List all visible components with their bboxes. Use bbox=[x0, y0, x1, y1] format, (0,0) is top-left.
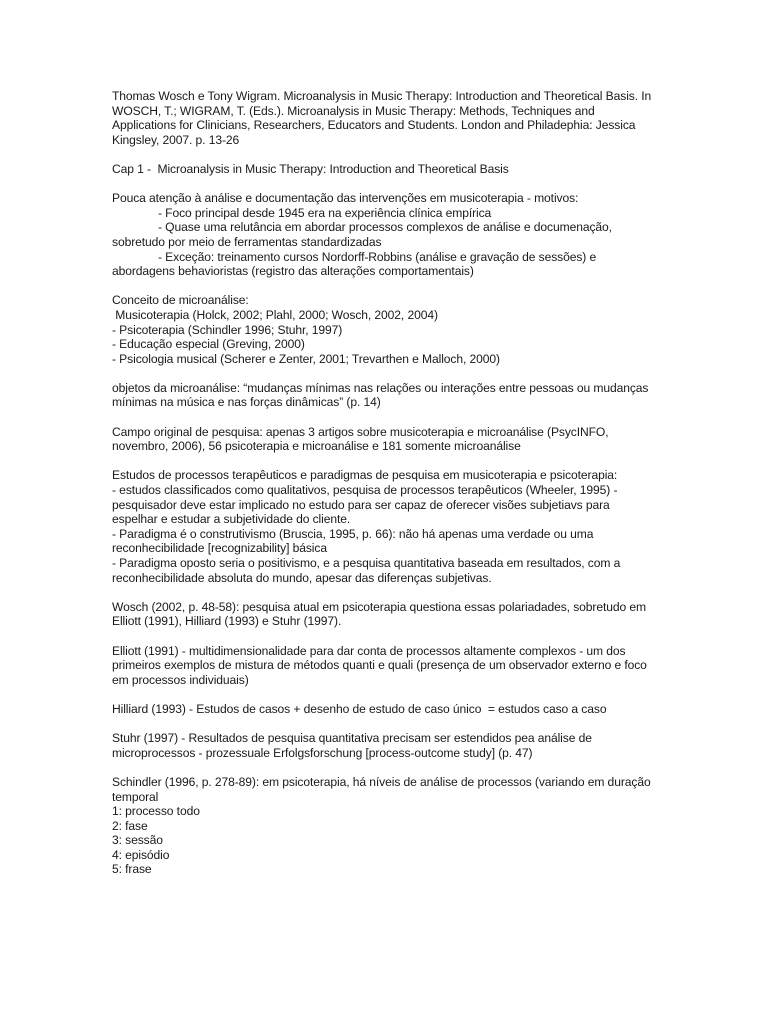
paragraph-motives bbox=[112, 191, 657, 279]
text-line: abordagens behavioristas (registro das alterações comportamentais) bbox=[112, 264, 474, 279]
text-line: Wosch (2002, p. 48-58): pesquisa atual em psicoterapia questiona essas polariadades, sobretudo em Elliott (1991), Hilliard (1993) e Stuhr (1997). bbox=[112, 599, 650, 629]
text-line: - Psicologia musical (Scherer e Zenter, 2001; Trevarthen e Malloch, 2000) bbox=[112, 351, 500, 366]
text-line: sobretudo por meio de ferramentas standardizadas bbox=[112, 234, 382, 249]
text-line: Hilliard (1993) - Estudos de casos + desenho de estudo de caso único = estudos caso a caso bbox=[112, 701, 607, 716]
text-line: - Paradigma é o construtivismo (Bruscia, 1995, p. 66): não há apenas uma verdade ou uma reconhecibilidade [recognizability] básica bbox=[112, 526, 597, 556]
text-line: - Exceção: treinamento cursos Nordorff-Robbins (análise e gravação de sessões) e bbox=[158, 249, 597, 264]
paragraph-wosch-2002 bbox=[112, 600, 657, 629]
paragraph-hilliard-1993 bbox=[112, 702, 657, 717]
text-line: Thomas Wosch e Tony Wigram. Microanalysis in Music Therapy: Introduction and Theoretical Basis. In WOSCH, T.; WIGRAM, T. (Eds.). Microanalysis in Music Therapy: Methods, Techniques and Applications for Clinicians, Researchers, Educators and Students. London and Philadephia: Jessica Kingsley, 2007. p. 13-26 bbox=[112, 89, 655, 147]
text-line: 1: processo todo bbox=[112, 804, 200, 819]
paragraph-schindler-1996 bbox=[112, 775, 657, 877]
text-line: 5: frase bbox=[112, 862, 152, 877]
paragraph-process-studies bbox=[112, 468, 657, 585]
paragraph-chapter-heading bbox=[112, 162, 657, 177]
text-line: 3: sessão bbox=[112, 833, 163, 848]
paragraph-stuhr-1997 bbox=[112, 731, 657, 760]
text-line: Cap 1 - Microanalysis in Music Therapy: Introduction and Theoretical Basis bbox=[112, 161, 509, 176]
text-line: Elliott (1991) - multidimensionalidade para dar conta de processos altamente complexos - um dos primeiros exemplos de mistura de métodos quanti e quali (presença de um observador externo e foco em processos individuais) bbox=[112, 643, 651, 687]
document-page bbox=[112, 89, 657, 892]
text-line: - Foco principal desde 1945 era na experiência clínica empírica bbox=[158, 205, 492, 220]
text-line: 4: episódio bbox=[112, 847, 170, 862]
text-line: - estudos classificados como qualitativos, pesquisa de processos terapêuticos (Wheeler, 1995) - pesquisador deve estar implicado no estudo para ser capaz de oferecer visões subjetiavs para espelhar e estudar a subjetividade do cliente. bbox=[112, 483, 621, 527]
text-line: Schindler (1996, p. 278-89): em psicoterapia, há níveis de análise de processos (variando em duração temporal bbox=[112, 774, 654, 804]
text-line: Conceito de microanálise: bbox=[112, 293, 249, 308]
text-line: - Quase uma relutância em abordar processos complexos de análise e documenação, bbox=[158, 220, 612, 235]
text-line: Campo original de pesquisa: apenas 3 artigos sobre musicoterapia e microanálise (PsycINFO, novembro, 2006), 56 psicoterapia e microanálise e 181 somente microanálise bbox=[112, 424, 612, 454]
paragraph-concept bbox=[112, 293, 657, 366]
text-line: objetos da microanálise: “mudanças mínimas nas relações ou interações entre pessoas ou mudanças mínimas na música e nas forças dinâmicas” (p. 14) bbox=[112, 380, 652, 410]
paragraph-research-field bbox=[112, 425, 657, 454]
text-line: Stuhr (1997) - Resultados de pesquisa quantitativa precisam ser estendidos pea análise de microprocessos - prozessuale Erfolgsforschung [process-outcome study] (p. 47) bbox=[112, 731, 596, 760]
paragraph-elliott-1991 bbox=[112, 644, 657, 688]
text-line: - Psicoterapia (Schindler 1996; Stuhr, 1997) bbox=[112, 322, 343, 337]
paragraph-objects bbox=[112, 381, 657, 410]
text-line: Estudos de processos terapêuticos e paradigmas de pesquisa em musicoterapia e psicoterapia: bbox=[112, 468, 618, 483]
paragraph-citation bbox=[112, 89, 657, 147]
text-line: Musicoterapia (Holck, 2002; Plahl, 2000; Wosch, 2002, 2004) bbox=[112, 307, 438, 322]
text-line: - Educação especial (Greving, 2000) bbox=[112, 337, 305, 352]
text-line: 2: fase bbox=[112, 818, 148, 833]
text-line: Pouca atenção à análise e documentação das intervenções em musicoterapia - motivos: bbox=[112, 191, 579, 206]
text-line: - Paradigma oposto seria o positivismo, e a pesquisa quantitativa baseada em resultados, com a reconhecibilidade absoluta do mundo, apesar das diferenças subjetivas. bbox=[112, 556, 624, 585]
